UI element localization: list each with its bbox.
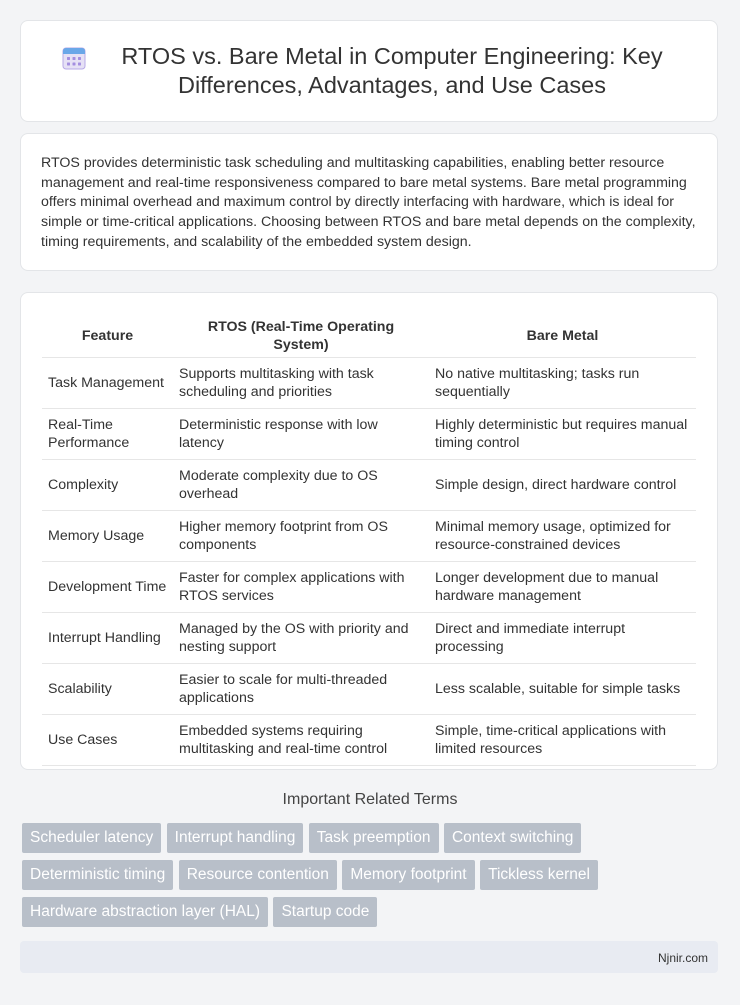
table-row	[42, 664, 696, 715]
feature-cell: Scalability	[42, 664, 173, 715]
bare-metal-cell: Direct and immediate interrupt processing	[429, 613, 696, 664]
header-rtos: RTOS (Real-Time Operating System)	[173, 307, 429, 358]
rtos-cell: Moderate complexity due to OS overhead	[173, 460, 429, 511]
summary-card	[20, 133, 718, 271]
title-card	[20, 20, 718, 122]
term-tag[interactable]: Interrupt handling	[167, 823, 304, 853]
table-row	[42, 562, 696, 613]
table-row	[42, 715, 696, 766]
bare-metal-cell: Minimal memory usage, optimized for resource-constrained devices	[429, 511, 696, 562]
rtos-cell: Deterministic response with low latency	[173, 409, 429, 460]
rtos-cell: Embedded systems requiring multitasking and real-time control	[173, 715, 429, 766]
feature-cell: Real-Time Performance	[42, 409, 173, 460]
bare-metal-cell: No native multitasking; tasks run sequentially	[429, 358, 696, 409]
bare-metal-cell: Highly deterministic but requires manual timing control	[429, 409, 696, 460]
calendar-grid-icon	[61, 45, 87, 71]
summary-text: RTOS provides deterministic task scheduling and multitasking capabilities, enabling better resource management and real-time responsiveness compared to bare metal systems. Bare metal programming offers minimal overhead and maximum control by directly interfacing with hardware, which is ideal for simple or time-critical applications. Choosing between RTOS and bare metal depends on the complexity, timing requirements, and scalability of the embedded system design.	[41, 155, 696, 250]
comparison-table	[42, 307, 696, 766]
table-row	[42, 460, 696, 511]
feature-cell: Use Cases	[42, 715, 173, 766]
footer-site-link[interactable]: Njnir.com	[657, 951, 708, 965]
bare-metal-cell: Simple design, direct hardware control	[429, 460, 696, 511]
table-row	[42, 511, 696, 562]
related-terms-title: Important Related Terms	[282, 791, 458, 808]
feature-cell: Memory Usage	[42, 511, 173, 562]
term-tag[interactable]: Memory footprint	[342, 860, 474, 890]
feature-cell: Task Management	[42, 358, 173, 409]
footer	[20, 941, 718, 973]
header-bare-metal: Bare Metal	[429, 307, 696, 358]
table-row	[42, 613, 696, 664]
rtos-cell: Faster for complex applications with RTOS services	[173, 562, 429, 613]
bare-metal-cell: Simple, time-critical applications with limited resources	[429, 715, 696, 766]
bare-metal-cell: Longer development due to manual hardware management	[429, 562, 696, 613]
term-tag[interactable]: Scheduler latency	[22, 823, 161, 853]
title-wrap	[21, 42, 717, 100]
feature-cell: Complexity	[42, 460, 173, 511]
page-title: RTOS vs. Bare Metal in Computer Engineering: Key Differences, Advantages, and Use Cases	[121, 43, 663, 98]
term-tag[interactable]: Resource contention	[179, 860, 337, 890]
table-header-row	[42, 307, 696, 358]
feature-cell: Interrupt Handling	[42, 613, 173, 664]
feature-cell: Development Time	[42, 562, 173, 613]
table-row	[42, 358, 696, 409]
term-tag[interactable]: Tickless kernel	[480, 860, 598, 890]
term-tag[interactable]: Hardware abstraction layer (HAL)	[22, 897, 268, 927]
comparison-table-card	[20, 292, 718, 770]
rtos-cell: Supports multitasking with task scheduling and priorities	[173, 358, 429, 409]
rtos-cell: Easier to scale for multi-threaded applications	[173, 664, 429, 715]
related-terms-list	[22, 823, 722, 934]
header-feature: Feature	[42, 307, 173, 358]
rtos-cell: Higher memory footprint from OS components	[173, 511, 429, 562]
term-tag[interactable]: Startup code	[273, 897, 377, 927]
term-tag[interactable]: Deterministic timing	[22, 860, 173, 890]
table-row	[42, 409, 696, 460]
term-tag[interactable]: Task preemption	[309, 823, 439, 853]
term-tag[interactable]: Context switching	[444, 823, 581, 853]
rtos-cell: Managed by the OS with priority and nesting support	[173, 613, 429, 664]
bare-metal-cell: Less scalable, suitable for simple tasks	[429, 664, 696, 715]
